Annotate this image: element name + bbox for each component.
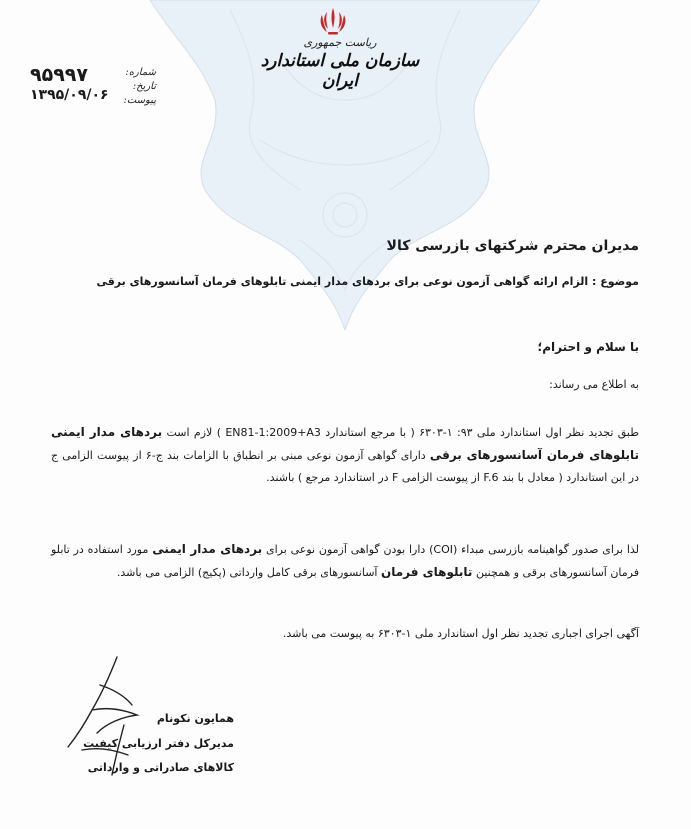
organization-header xyxy=(250,36,430,91)
letter-date: ۱۳۹۵/۰۹/۰۶ xyxy=(30,87,109,103)
letter-meta-labels xyxy=(123,66,156,108)
iran-emblem-icon xyxy=(318,6,348,38)
p2-bold-2: تابلوهای فرمان xyxy=(381,565,473,579)
letter-number: ۹۵۹۹۷ xyxy=(30,64,88,86)
org-parent-label: ریاست جمهوری xyxy=(303,36,377,49)
signer-title-line-1: مدیرکل دفتر ارزیابی کیفیت xyxy=(83,737,234,750)
greeting: با سلام و احترام؛ xyxy=(537,340,639,354)
p1-text-a: طبق تجدید نظر اول استاندارد ملی ۹۳: ۱-۶۳۰۳ ( با مرجع استاندارد EN81-1:2009+A3 ) لازم است xyxy=(166,426,640,439)
letter-meta-values xyxy=(30,64,109,103)
signer-name: همایون نکونام xyxy=(156,712,234,725)
signer-title-line-2: کالاهای صادراتی و وارداتی xyxy=(87,761,234,774)
attachment-label: پیوست: xyxy=(123,95,156,106)
intro-line: به اطلاع می رساند: xyxy=(549,378,639,391)
subject-line: موضوع : الزام ارائه گواهی آزمون نوعی برای بردهای مدار ایمنی تابلوهای فرمان آسانسورهای برقی xyxy=(96,275,639,288)
paragraph-1 xyxy=(51,421,639,489)
p1-text-c: دارای گواهی آزمون نوعی مبنی بر انطباق با الزامات بند ج-۶ از پیوست الزامی ج در این استاندارد ( معادل با بند F.6 از پیوست الزامی F در استاندارد مرجع ) باشند. xyxy=(51,449,639,484)
p2-text-a: لذا برای صدور گواهینامه بازرسی مبداء (COI) دارا بودن گواهی آزمون نوعی برای xyxy=(266,543,640,556)
paragraph-3: آگهی اجرای اجباری تجدید نظر اول استاندارد ملی ۱-۶۳۰۳ به پیوست می باشد. xyxy=(282,627,639,640)
date-label: تاریخ: xyxy=(132,81,156,92)
org-name: سازمان ملی استاندارد ایران xyxy=(260,51,420,91)
p2-text-c: مورد استفاده در تابلو فرمان آسانسورهای برقی و همچنین xyxy=(51,543,639,579)
p2-text-e: آسانسورهای برقی کامل وارداتی (پکیج) الزامی می باشد. xyxy=(116,566,378,579)
number-label: شماره: xyxy=(125,67,156,78)
recipient: مدیران محترم شرکتهای بازرسی کالا xyxy=(386,238,639,254)
p1-bold: بردهای مدار ایمنی تابلوهای فرمان آسانسورهای برقی xyxy=(51,425,639,462)
p2-bold-1: بردهای مدار ایمنی xyxy=(152,542,263,556)
paragraph-2 xyxy=(51,538,639,584)
